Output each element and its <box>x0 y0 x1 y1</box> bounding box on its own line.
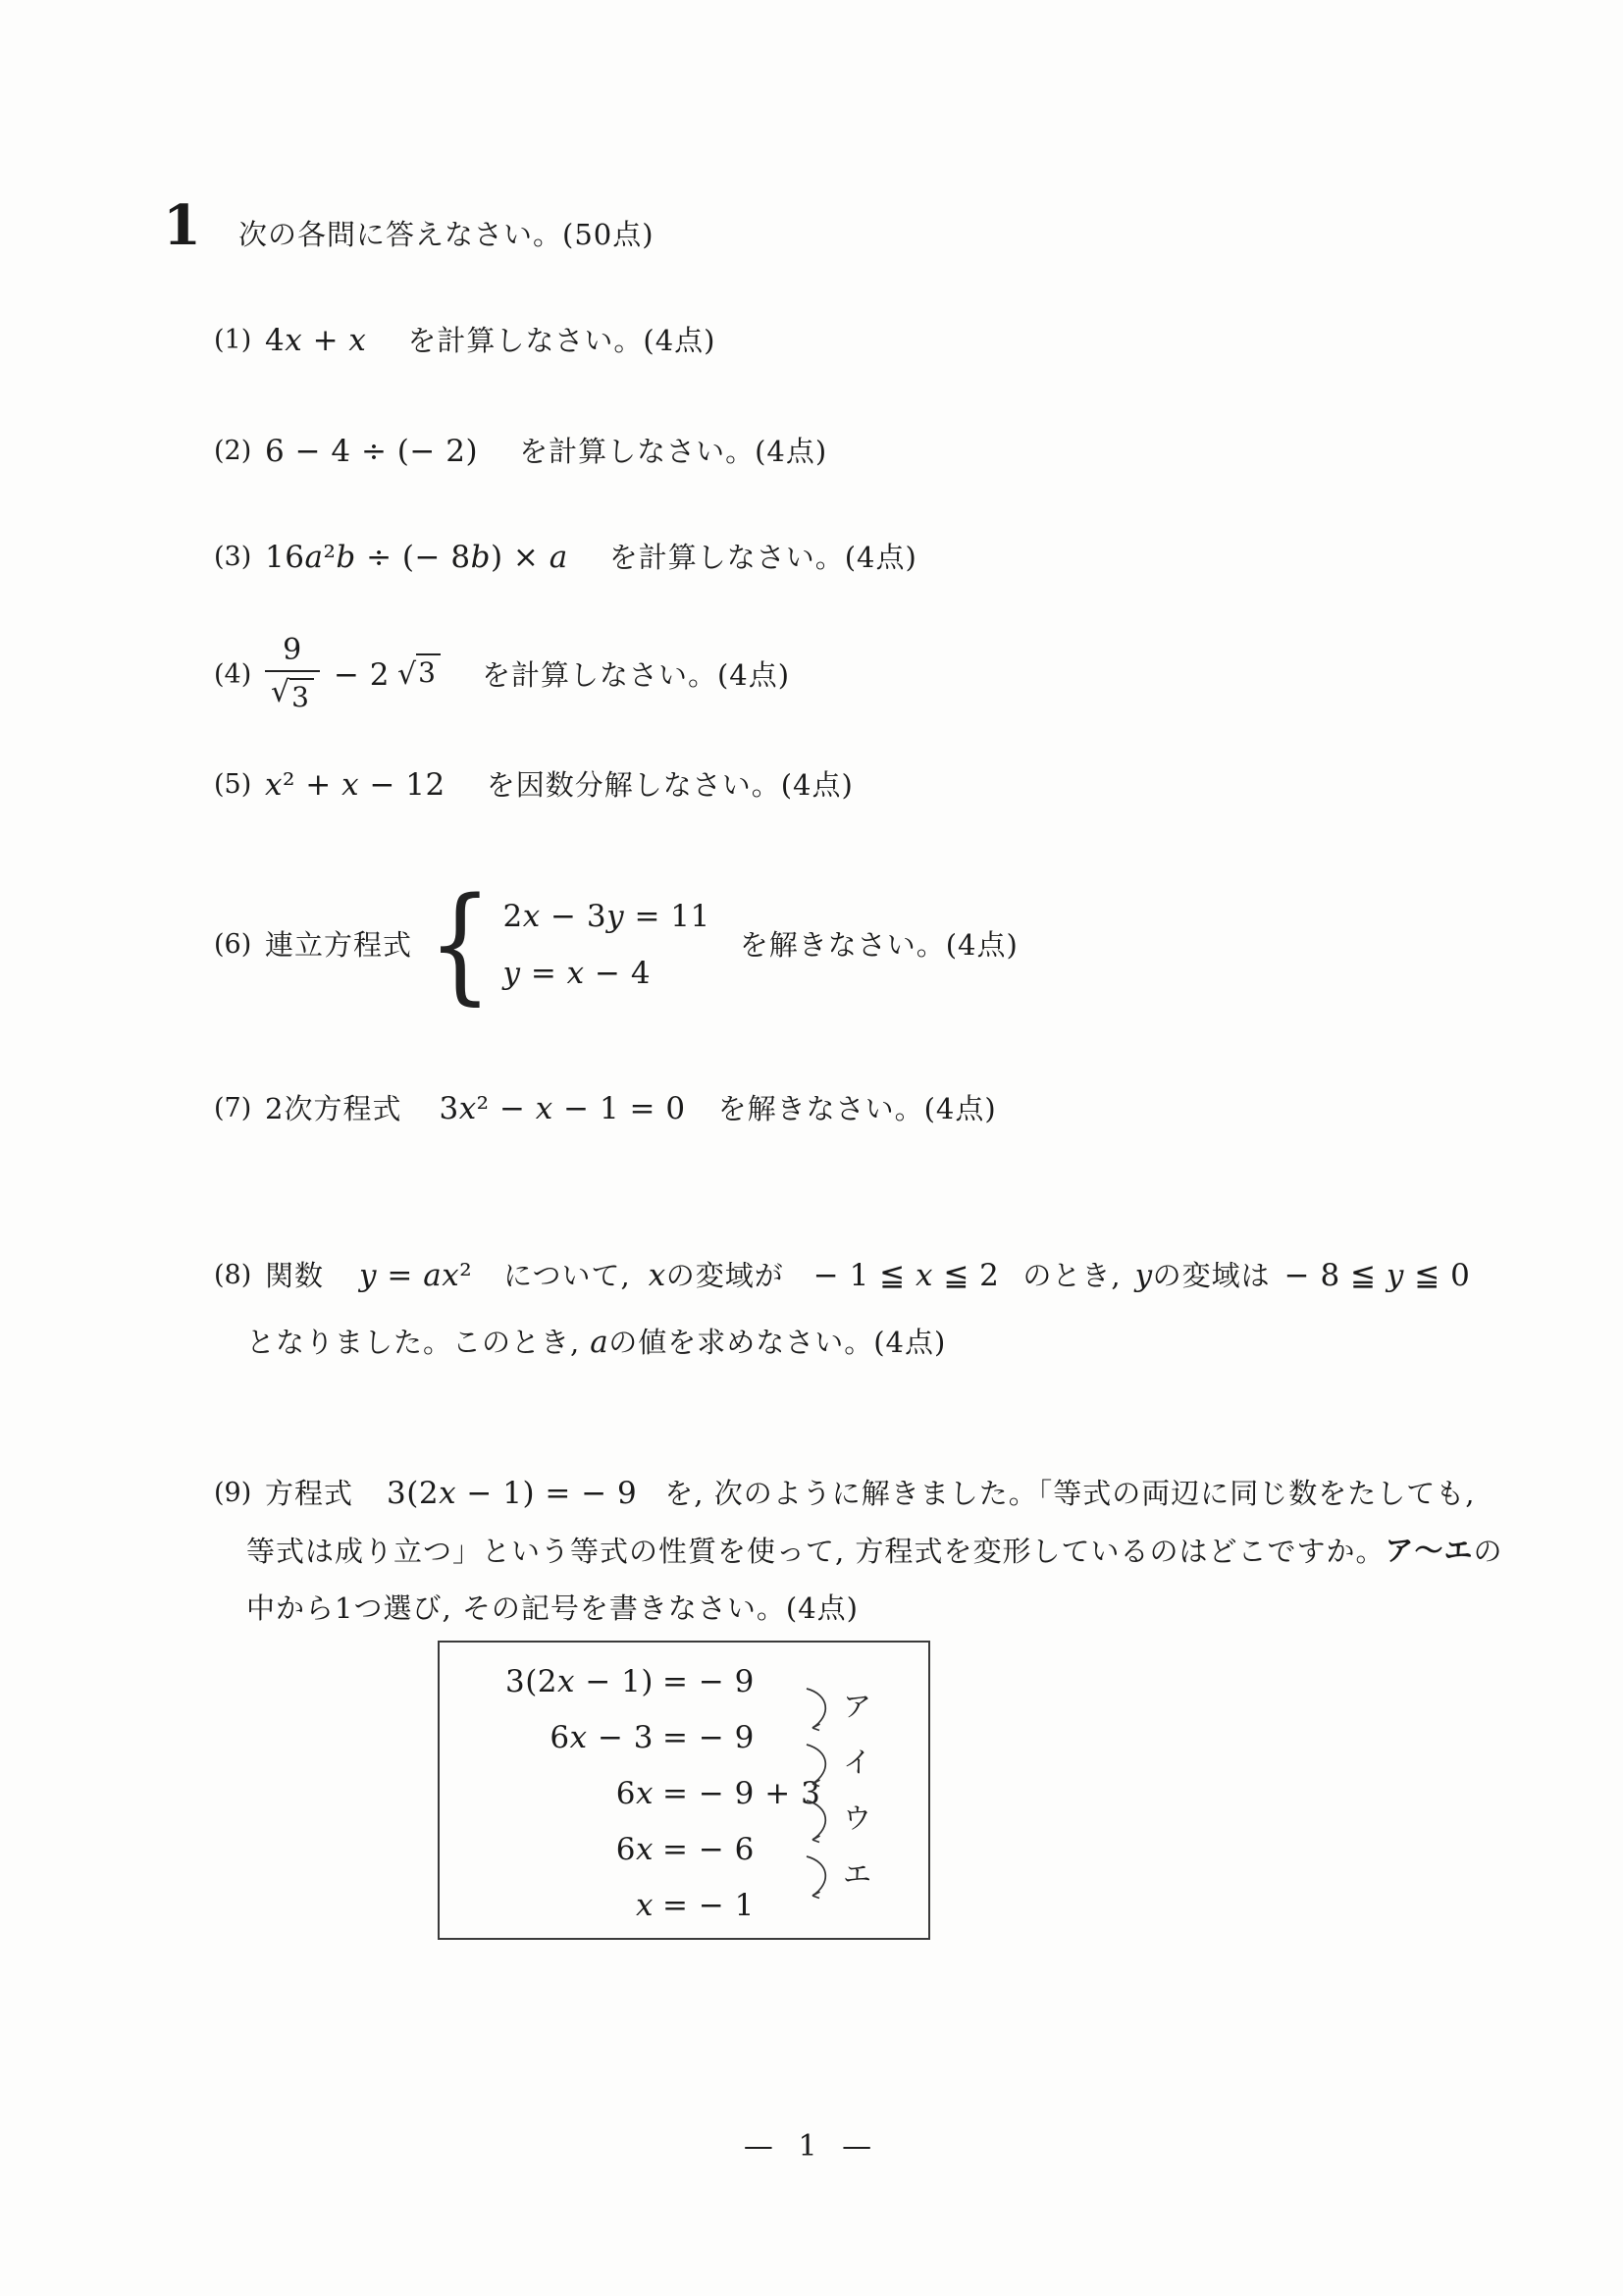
problem-text: 等式は成り立つ」という等式の性質を使って, 方程式を変形しているのはどこですか。 <box>246 1535 1386 1568</box>
equation-line: 2x − 3y = 11 <box>502 898 710 934</box>
problem-9-line1 <box>214 1472 1475 1515</box>
problem-label: (6) <box>214 928 252 960</box>
radical-sign: √ <box>271 674 291 709</box>
equation-line: y = x − 4 <box>502 955 652 991</box>
equation-line: = − 9 + 3 <box>662 1776 821 1811</box>
fraction-denominator <box>265 670 320 713</box>
problem-text: の <box>1473 1535 1503 1568</box>
problem-lead: 方程式 <box>265 1477 354 1510</box>
problem-3 <box>214 536 917 579</box>
equation-transform-box <box>438 1641 930 1940</box>
radical-sign: √ <box>397 656 418 692</box>
problem-text: 中から1つ選び, その記号を書きなさい。(4点) <box>246 1592 859 1625</box>
fraction-numerator: 9 <box>283 632 302 667</box>
problem-8-line2 <box>246 1321 946 1364</box>
equation-line: 6x <box>615 1832 654 1867</box>
problem-text: の値を求めなさい。(4点) <box>608 1326 947 1359</box>
equation-line: = − 1 <box>662 1888 755 1923</box>
problem-9-line3 <box>246 1587 859 1630</box>
problem-text: の変域は <box>1152 1259 1271 1292</box>
function-expression: y = ax² <box>359 1258 473 1293</box>
problem-text: を, 次のように解きました。「等式の両辺に同じ数をたしても, <box>664 1477 1476 1510</box>
problem-expression: 6 − 4 ÷ (− 2) <box>265 434 479 469</box>
section-number: 1 <box>163 193 201 258</box>
problem-5 <box>214 763 854 807</box>
problem-label: (7) <box>214 1093 252 1123</box>
problem-suffix: を因数分解しなさい。(4点) <box>486 768 854 802</box>
transform-arrow-icon <box>803 1686 836 1733</box>
arrow-label: イ <box>843 1748 872 1779</box>
problem-text: のとき, <box>1022 1259 1122 1292</box>
problem-expression: x² + x − 12 <box>265 767 445 803</box>
choices-range: ア〜エ <box>1385 1536 1474 1567</box>
problem-6 <box>214 870 1019 1018</box>
problem-suffix: を解きなさい。(4点) <box>739 927 1019 962</box>
equation-line: 6x <box>615 1776 654 1811</box>
equation-steps <box>485 1654 820 1934</box>
transform-arrow-icon <box>803 1798 836 1845</box>
equation-line: x <box>636 1888 654 1923</box>
page-number: — 1 — <box>743 2129 880 2164</box>
problem-label: (5) <box>214 769 252 800</box>
problem-7 <box>214 1087 997 1130</box>
problem-label: (4) <box>214 658 252 690</box>
problem-expression: 4x + x <box>265 323 367 358</box>
minus-operand: − 2 <box>333 656 391 693</box>
problem-expression: 16a²b ÷ (− 8b) × a <box>265 540 568 575</box>
arrow-label: ア <box>843 1692 872 1723</box>
y-range: − 8 ≦ y ≦ 0 <box>1283 1258 1471 1293</box>
a-variable: a <box>590 1325 609 1360</box>
radicand: 3 <box>289 678 314 711</box>
problem-label: (1) <box>214 325 252 355</box>
equation-line: = − 9 <box>662 1664 755 1699</box>
problem-suffix: を計算しなさい。(4点) <box>407 324 716 357</box>
problem-expression: 3(2x − 1) = − 9 <box>387 1476 638 1511</box>
problem-9-line2 <box>246 1530 1502 1573</box>
equation-line: = − 9 <box>662 1720 755 1755</box>
problem-suffix: を解きなさい。(4点) <box>717 1092 997 1125</box>
problem-label: (8) <box>214 1260 252 1290</box>
arrow-label: エ <box>843 1859 872 1891</box>
x-variable: x <box>648 1258 666 1293</box>
equation-system <box>502 888 709 1002</box>
transform-arrow-icon <box>803 1853 836 1901</box>
problem-suffix: を計算しなさい。(4点) <box>481 657 791 692</box>
problem-1 <box>214 319 715 362</box>
problem-suffix: を計算しなさい。(4点) <box>519 435 828 468</box>
section-title: 次の各問に答えなさい。(50点) <box>238 218 654 251</box>
problem-2 <box>214 430 827 473</box>
problem-text: の変域が <box>665 1259 784 1292</box>
problem-text: について, <box>503 1259 631 1292</box>
problem-suffix: を計算しなさい。(4点) <box>608 541 917 574</box>
problem-text: となりました。このとき, <box>246 1326 581 1359</box>
equation-line: 3(2x − 1) <box>504 1664 654 1699</box>
fraction <box>265 632 320 713</box>
problem-4 <box>214 628 790 721</box>
system-brace: { <box>428 870 494 1018</box>
equation-line: = − 6 <box>662 1832 755 1867</box>
problem-label: (2) <box>214 436 252 466</box>
problem-lead: 連立方程式 <box>265 927 413 962</box>
problem-8-line1 <box>214 1254 1470 1297</box>
problem-lead: 関数 <box>265 1259 325 1292</box>
equation-line: 6x − 3 <box>550 1720 654 1755</box>
problem-expression: 3x² − x − 1 = 0 <box>439 1091 686 1126</box>
x-range: − 1 ≦ x ≦ 2 <box>812 1258 1000 1293</box>
sqrt-term <box>397 653 441 697</box>
problem-lead: 2次方程式 <box>265 1092 402 1125</box>
problem-label: (9) <box>214 1478 252 1508</box>
transform-arrow-icon <box>803 1742 836 1789</box>
y-variable: y <box>1134 1258 1153 1293</box>
problem-label: (3) <box>214 542 252 572</box>
radicand: 3 <box>416 653 441 687</box>
arrow-label: ウ <box>843 1803 872 1835</box>
